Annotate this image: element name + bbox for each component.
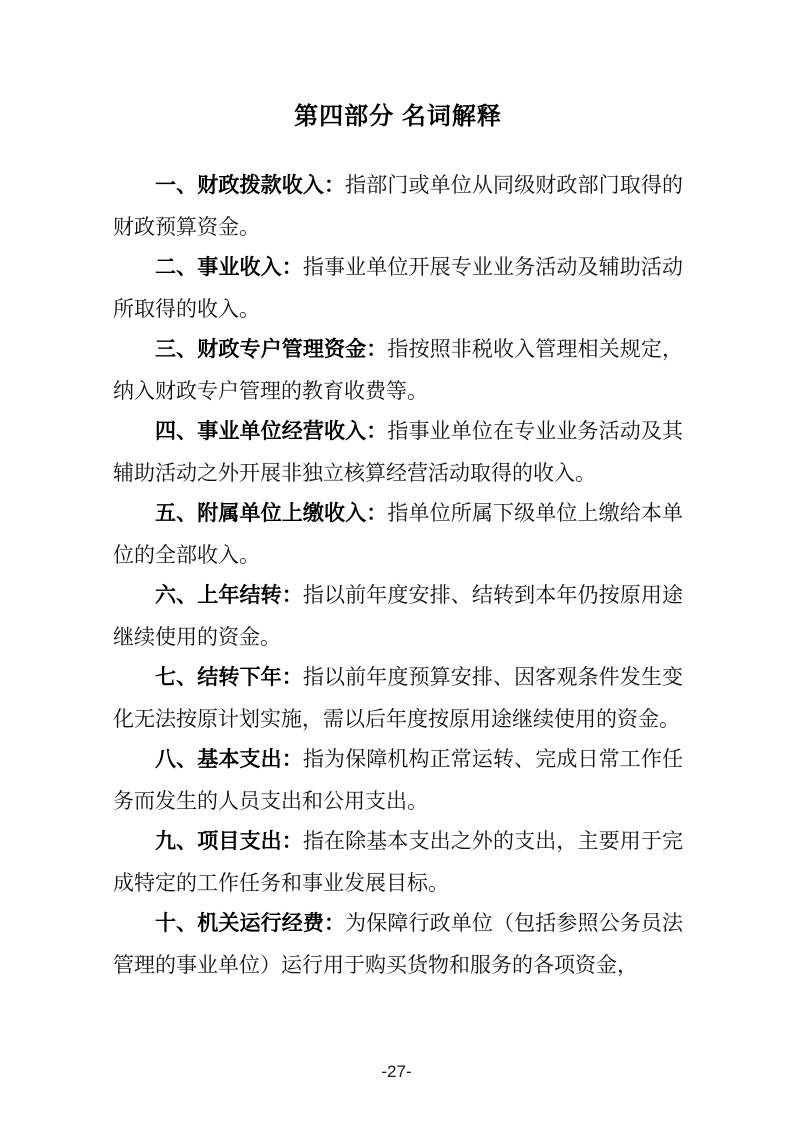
- glossary-item-3: [113, 329, 683, 411]
- glossary-item-4: [113, 411, 683, 493]
- glossary-item-5: [113, 493, 683, 575]
- term-definition: 指按照非税收入管理相关规定，纳入财政专户管理的教育收费等。: [113, 337, 683, 403]
- term-definition: 指事业单位在专业业务活动及其辅助活动之外开展非独立核算经营活动取得的收入。: [113, 419, 683, 485]
- term-definition: 指以前年度预算安排、因客观条件发生变化无法按原计划实施，需以后年度按原用途继续使用的资金。: [113, 665, 683, 731]
- term-label: 六、上年结转：: [155, 584, 303, 607]
- term-definition: 指单位所属下级单位上缴给本单位的全部收入。: [113, 501, 683, 567]
- term-definition: 指事业单位开展专业业务活动及辅助活动所取得的收入。: [113, 255, 683, 321]
- glossary-item-2: [113, 247, 683, 329]
- term-label: 十、机关运行经费：: [155, 912, 346, 935]
- term-label: 九、项目支出：: [155, 830, 303, 853]
- term-label: 七、结转下年：: [155, 666, 303, 689]
- term-label: 一、财政拨款收入：: [155, 174, 346, 197]
- term-label: 三、财政专户管理资金：: [155, 338, 388, 361]
- term-definition: 指部门或单位从同级财政部门取得的财政预算资金。: [113, 173, 683, 239]
- glossary-item-7: [113, 657, 683, 739]
- glossary-item-9: [113, 821, 683, 903]
- glossary-item-10: [113, 903, 683, 985]
- term-label: 四、事业单位经营收入：: [155, 420, 388, 443]
- glossary-item-8: [113, 739, 683, 821]
- page-footer: [0, 1062, 793, 1082]
- term-label: 五、附属单位上缴收入：: [155, 502, 388, 525]
- term-label: 二、事业收入：: [155, 256, 303, 279]
- glossary-item-6: [113, 575, 683, 657]
- term-label: 八、基本支出：: [155, 748, 303, 771]
- term-definition: 为保障行政单位（包括参照公务员法管理的事业单位）运行用于购买货物和服务的各项资金，: [113, 911, 683, 977]
- term-definition: 指为保障机构正常运转、完成日常工作任务而发生的人员支出和公用支出。: [113, 747, 683, 813]
- glossary-item-1: [113, 165, 683, 247]
- page-number: -27-: [381, 1062, 412, 1081]
- glossary-content: [113, 165, 683, 985]
- term-definition: 指在除基本支出之外的支出，主要用于完成特定的工作任务和事业发展目标。: [113, 829, 683, 895]
- term-definition: 指以前年度安排、结转到本年仍按原用途继续使用的资金。: [113, 583, 683, 649]
- page-title: 第四部分 名词解释: [294, 103, 502, 130]
